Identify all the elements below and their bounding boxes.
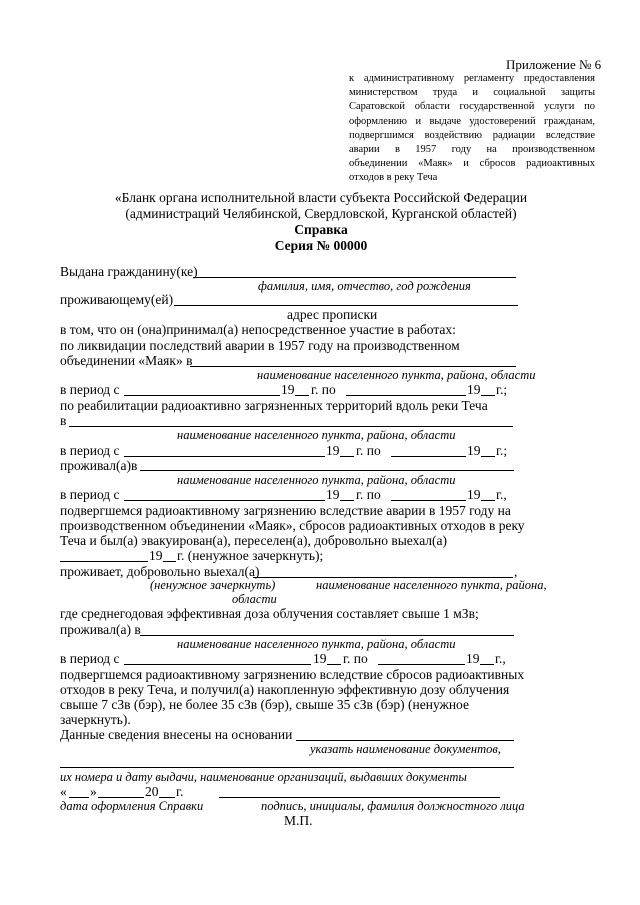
period-to-line — [378, 664, 465, 665]
year-field-line — [295, 395, 309, 396]
period-from-line — [124, 664, 311, 665]
year-prefix: 19 — [466, 651, 480, 666]
year-unneeded: г. (ненужное зачеркнуть); — [177, 548, 324, 563]
date-close-quote: » — [90, 784, 97, 799]
hint-date: дата оформления Справки — [60, 799, 204, 813]
year-prefix: 19 — [313, 651, 327, 666]
comma: , — [514, 564, 518, 579]
year-end-comma: г., — [496, 487, 507, 502]
signature-field-line — [219, 797, 500, 798]
issued-to-label: Выдана гражданину(ке) — [60, 264, 198, 279]
year-prefix: 19 — [281, 382, 295, 397]
year-field-line — [340, 500, 354, 501]
year-end: г.; — [496, 382, 508, 397]
date-day-field — [69, 797, 89, 798]
hint-signature: подпись, инициалы, фамилия должностного лица — [261, 799, 525, 813]
year-end: г.; — [496, 443, 508, 458]
year-field-line — [481, 395, 495, 396]
exposed-techa-line-2: отходов в реку Теча, и получил(а) накопленную эффективную дозу облучения — [60, 682, 510, 697]
period-from-line — [124, 500, 325, 501]
period-label: в период с — [60, 651, 120, 666]
dose-line: где среднегодовая эффективная доза облучения составляет свыше 1 мЗв; — [60, 606, 479, 621]
hint-settlement: наименование населенного пункта, района, области — [177, 637, 456, 651]
appendix-line: министерством труда и социальной защиты — [349, 87, 595, 99]
appendix-text — [349, 72, 595, 186]
year-20-end: г. — [176, 784, 184, 799]
hint-cross-out: (ненужное зачеркнуть) — [150, 578, 276, 592]
fio-field-line — [193, 277, 516, 278]
exposed-line-1: подвергшемся радиоактивному загрязнению вследствие аварии в 1957 году на — [60, 503, 511, 518]
period-to-line — [391, 500, 466, 501]
year-prefix: 19 — [326, 487, 340, 502]
year-prefix: 19 — [467, 382, 481, 397]
date-open-quote: « — [60, 784, 67, 799]
hint-oblast: области — [232, 592, 277, 606]
period-to-line — [346, 395, 466, 396]
year-to-label: г. по — [356, 487, 381, 502]
year-field-line — [481, 500, 495, 501]
appendix-line: к административному регламенту предоставления — [349, 73, 595, 84]
document-title: Справка — [294, 222, 348, 237]
mayak-field-line — [190, 366, 516, 367]
year-field-line — [480, 664, 494, 665]
year-unneeded-field-line — [60, 561, 148, 562]
stamp-label: М.П. — [284, 813, 313, 828]
year-prefix: 19 — [467, 443, 481, 458]
address-field-line — [174, 305, 518, 306]
year-to-label: г. по — [356, 443, 381, 458]
appendix-line: Саратовской области государственной услуги по — [349, 101, 595, 113]
cross-out-line: зачеркнуть). — [60, 712, 131, 727]
hint-settlement: наименование населенного пункта, района, области — [177, 473, 456, 487]
hint-docs: указать наименование документов, — [310, 742, 501, 756]
mayak-label: объединении «Маяк» в — [60, 353, 193, 368]
appendix-title: Приложение № 6 — [506, 57, 602, 72]
year-prefix: 19 — [149, 548, 163, 563]
year-field-line — [340, 456, 354, 457]
in-label: в — [60, 413, 67, 428]
year-field-line — [163, 561, 176, 562]
document-series: Серия № 00000 — [274, 238, 368, 253]
appendix-line: оформлению и выдаче удостоверений гражданам, — [349, 115, 595, 127]
lives-now-label: проживает, добровольно выехал(а) — [60, 564, 260, 579]
dose-values-line: свыше 7 сЗв (бэр), не более 35 сЗв (бэр), свыше 35 сЗв (бэр) (ненужное — [60, 697, 469, 712]
basis-label: Данные сведения внесены на основании — [60, 727, 293, 742]
date-year-field — [159, 797, 175, 798]
header-line-2: (администраций Челябинской, Свердловской, Курганской областей) — [125, 206, 517, 221]
hint-settlement: наименование населенного пункта, района, области — [257, 368, 536, 382]
year-to-label: г. по — [311, 382, 336, 397]
date-month-field — [98, 797, 144, 798]
appendix-line: аварии в 1957 году на производственном — [349, 144, 595, 156]
hint-settlement-wrap: наименование населенного пункта, района, — [316, 578, 547, 592]
hint-docs-2: их номера и дату выдачи, наименование организаций, выдавших документы — [60, 770, 467, 784]
period-label: в период с — [60, 382, 120, 397]
year-field-line — [481, 456, 495, 457]
hint-fio: фамилия, имя, отчество, год рождения — [258, 279, 471, 293]
lived-in-2-label: проживал(а) в — [60, 622, 141, 637]
residing-label: проживающему(ей) — [60, 292, 174, 307]
participation-line: в том, что он (она)принимал(а) непосредственное участие в работах: — [60, 322, 456, 337]
year-prefix: 19 — [326, 443, 340, 458]
lived-in-2-field-line — [140, 635, 514, 636]
year-20-prefix: 20 — [145, 784, 159, 799]
year-end-comma: г., — [495, 651, 506, 666]
rehab-line: по реабилитации радиоактивно загрязненных территорий вдоль реки Теча — [60, 398, 488, 413]
period-label: в период с — [60, 443, 120, 458]
lived-in-label: проживал(а)в — [60, 458, 138, 473]
hint-settlement: наименование населенного пункта, района, области — [177, 428, 456, 442]
exposed-line-2: производственном объединении «Маяк», сбросов радиоактивных отходов в реку — [60, 518, 525, 533]
basis-field-line — [296, 740, 514, 741]
exposed-techa-line-1: подвергшемся радиоактивному загрязнению вследствие сбросов радиоактивных — [60, 667, 525, 682]
docs-field-line — [60, 767, 514, 768]
year-prefix: 19 — [467, 487, 481, 502]
header-line-1: «Бланк органа исполнительной власти субъекта Российской Федерации — [114, 190, 528, 205]
year-to-label: г. по — [343, 651, 368, 666]
liquidation-line: по ликвидации последствий аварии в 1957 году на производственном — [60, 338, 460, 353]
period-from-line — [124, 395, 280, 396]
appendix-line: подвергшимся воздействию радиации вследствие — [349, 129, 595, 141]
period-from-line — [124, 456, 325, 457]
lived-in-field-line — [140, 470, 514, 471]
hint-address: адрес прописки — [287, 307, 378, 322]
techa-line: Теча и был(а) эвакуирован(а), переселен(а), добровольно выехал(а) — [60, 533, 448, 548]
appendix-line: отходов в реку Теча — [349, 172, 438, 184]
period-to-line — [391, 456, 466, 457]
appendix-line: объединении «Маяк» и сбросов радиоактивных — [349, 158, 595, 170]
year-field-line — [327, 664, 341, 665]
rehab-field-line — [69, 426, 513, 427]
period-label: в период с — [60, 487, 120, 502]
